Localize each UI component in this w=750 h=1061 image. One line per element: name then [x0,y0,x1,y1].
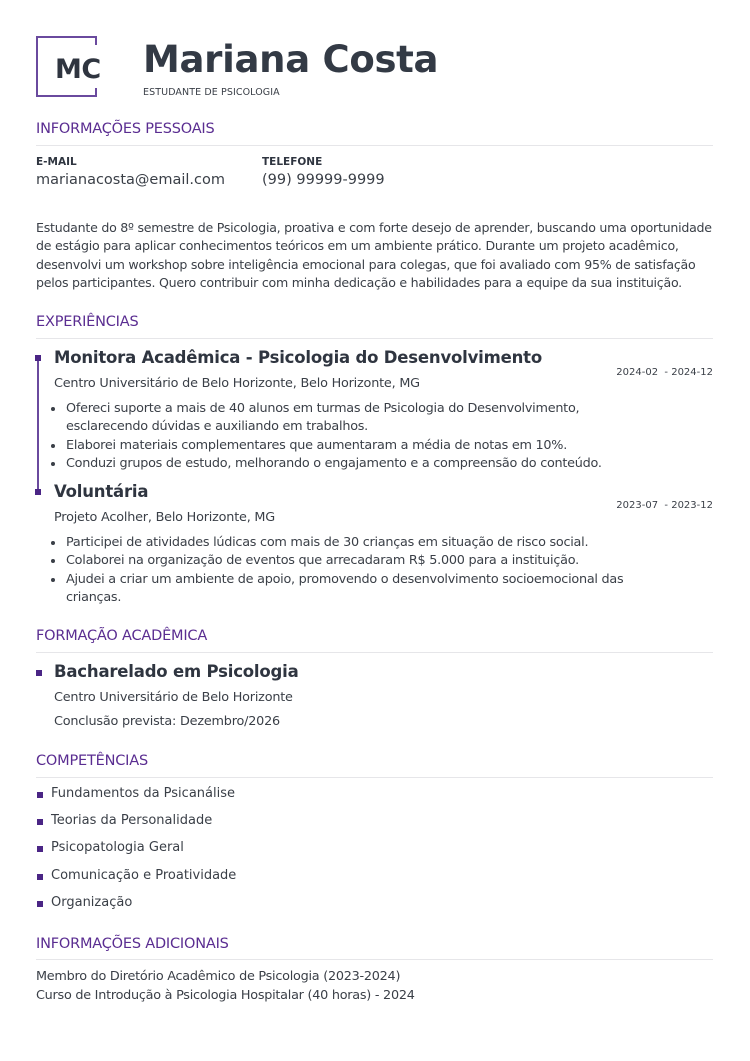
square-bullet-icon [37,792,43,798]
square-bullet-icon [37,901,43,907]
job-dates: 2023-07 - 2023-12 [616,500,713,511]
list-item: Conduzi grupos de estudo, melhorando o engajamento e a compreensão do conteúdo. [48,455,628,473]
bullet-icon [51,578,55,582]
job-dates: 2024-02 - 2024-12 [616,367,713,378]
list-item: Elaborei materiais complementares que aumentaram a média de notas em 10%. [48,437,628,455]
section-divider [36,959,713,960]
section-title-personal: INFORMAÇÕES PESSOAIS [36,121,215,137]
square-bullet-icon [37,846,43,852]
section-divider [36,145,713,146]
square-bullet-icon [37,874,43,880]
skills-list [36,786,236,922]
logo-frame-right-bottom [95,88,97,97]
job-title: Voluntária [54,482,149,501]
job-organization: Centro Universitário de Belo Horizonte, Belo Horizonte, MG [54,376,420,391]
school-name: Centro Universitário de Belo Horizonte [54,690,293,705]
phone-value: (99) 99999-9999 [262,172,385,188]
additional-info-item: Membro do Diretório Acadêmico de Psicologia (2023-2024) [36,969,401,984]
job-achievements-list [48,400,628,473]
section-divider [36,338,713,339]
skill-item: Fundamentos da Psicanálise [36,786,236,813]
logo-frame-right-top [95,36,97,45]
job-achievements-list [48,534,628,607]
education-marker-icon [36,670,42,676]
list-item: Colaborei na organização de eventos que arrecadaram R$ 5.000 para a instituição. [48,552,628,570]
timeline-marker-icon [35,355,41,361]
additional-info-item: Curso de Introdução à Psicologia Hospitalar (40 horas) - 2024 [36,988,415,1003]
bullet-icon [51,444,55,448]
logo-frame-bottom [36,95,97,97]
list-item: Participei de atividades lúdicas com mais de 30 crianças em situação de risco social. [48,534,628,552]
skill-item: Comunicação e Proatividade [36,868,236,895]
section-title-additional: INFORMAÇÕES ADICIONAIS [36,936,229,952]
section-title-skills: COMPETÊNCIAS [36,753,148,769]
skill-item: Teorias da Personalidade [36,813,236,840]
bullet-icon [51,462,55,466]
section-divider [36,652,713,653]
list-item: Ajudei a criar um ambiente de apoio, promovendo o desenvolvimento socioemocional das crianças. [48,571,628,608]
candidate-title: ESTUDANTE DE PSICOLOGIA [143,87,280,98]
logo-frame-top [36,36,97,38]
job-title: Monitora Acadêmica - Psicologia do Desenvolvimento [54,348,542,367]
degree-title: Bacharelado em Psicologia [54,662,299,681]
resume-header [36,36,716,100]
monogram-initials: MC [55,54,101,85]
experience-timeline-line [37,357,39,494]
bullet-icon [51,407,55,411]
phone-label: TELEFONE [262,156,323,168]
email-label: E-MAIL [36,156,77,168]
section-divider [36,777,713,778]
bullet-icon [51,541,55,545]
timeline-marker-icon [35,489,41,495]
section-title-experience: EXPERIÊNCIAS [36,314,139,330]
square-bullet-icon [37,819,43,825]
skill-item: Psicopatologia Geral [36,840,236,867]
email-value: marianacosta@email.com [36,172,225,188]
monogram-logo [36,36,101,97]
candidate-name: Mariana Costa [143,38,439,81]
skill-item: Organização [36,895,236,922]
section-title-education: FORMAÇÃO ACADÊMICA [36,628,208,644]
bullet-icon [51,559,55,563]
professional-summary: Estudante do 8º semestre de Psicologia, proativa e com forte desejo de aprender, buscando uma oportunidade de estágio para aplicar conhecimentos teóricos em um ambiente prático. Durante um projeto acadêmico, desenvolvi um workshop sobre inteligência emocional para colegas, que foi avaliado com 95% de satisfação pelos participantes. Quero contribuir com minha dedicação e habilidades para a equipe da sua instituição. [36,220,712,290]
completion-date: Conclusão prevista: Dezembro/2026 [54,714,280,729]
list-item: Ofereci suporte a mais de 40 alunos em turmas de Psicologia do Desenvolvimento, esclarecendo dúvidas e auxiliando em trabalhos. [48,400,628,437]
job-organization: Projeto Acolher, Belo Horizonte, MG [54,510,275,525]
